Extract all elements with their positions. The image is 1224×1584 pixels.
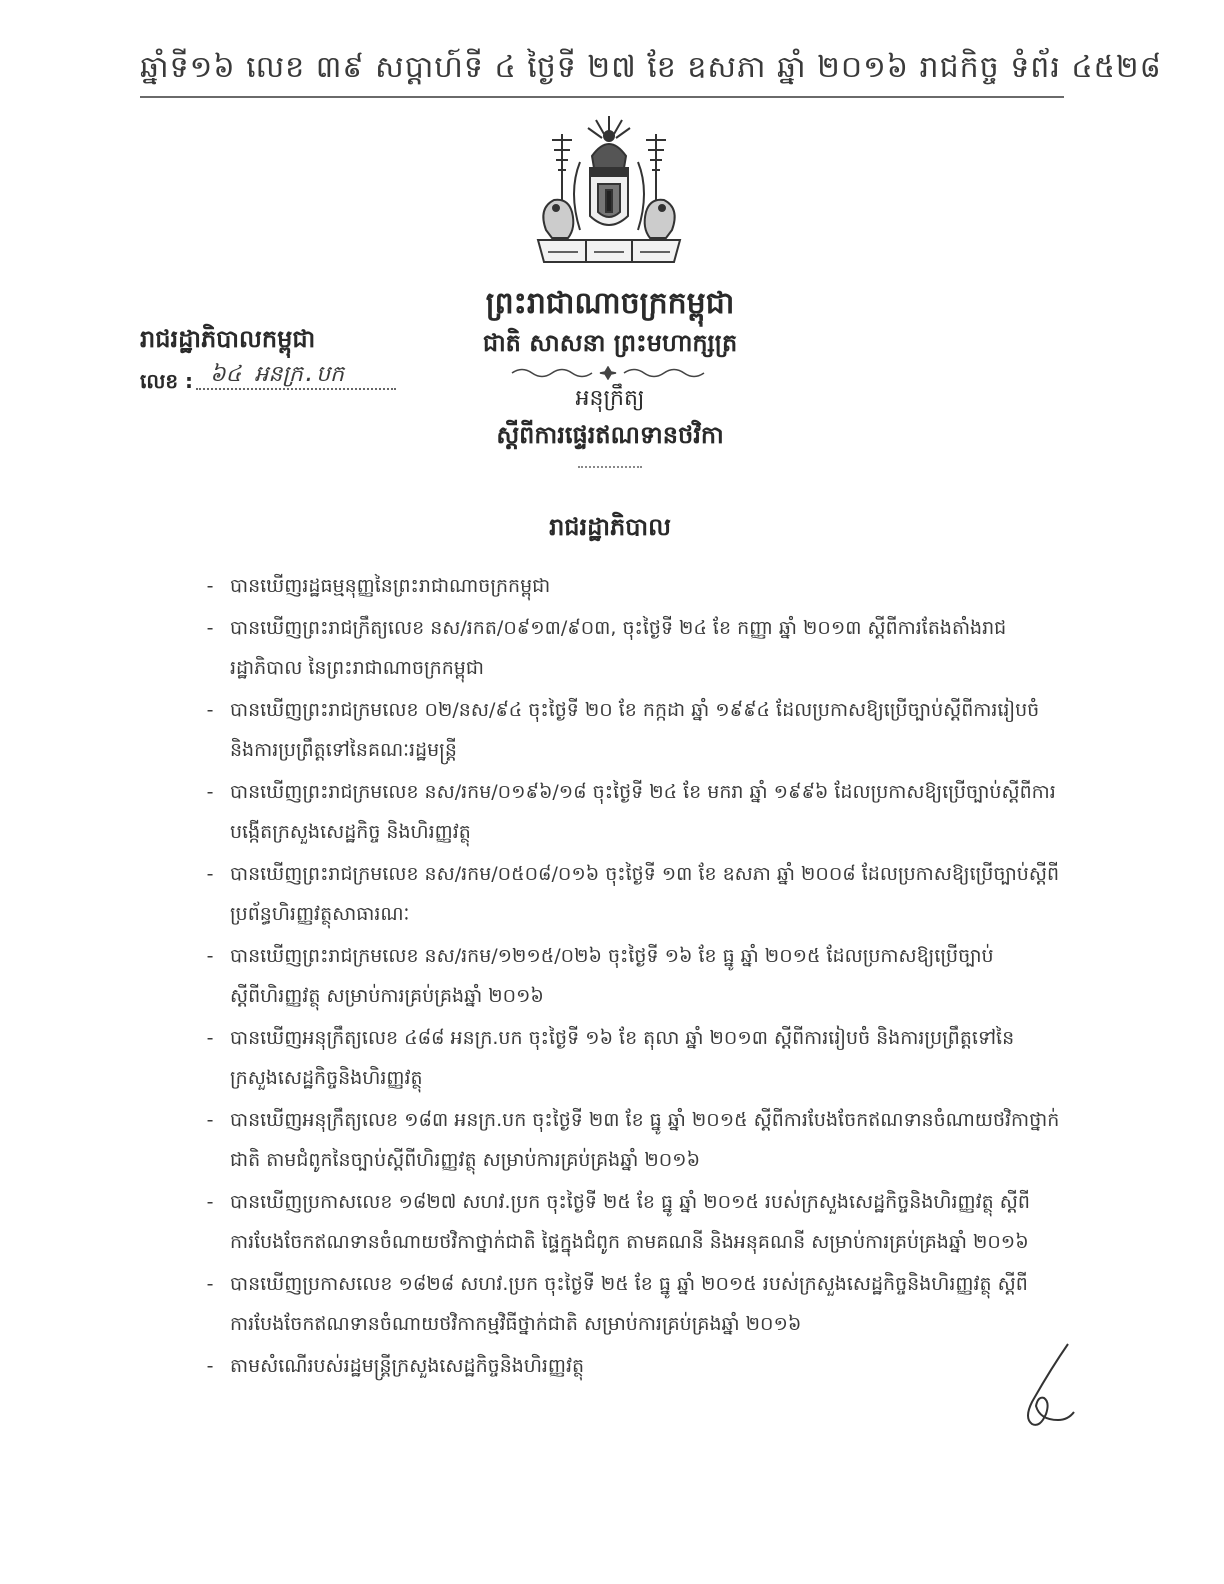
list-item: - តាមសំណើរបស់រដ្ឋមន្ត្រីក្រសួងសេដ្ឋកិច្ចនិងហិរញ្ញវត្ថុ [200,1346,1060,1386]
list-item: - បានឃើញអនុក្រឹត្យលេខ ១៨៣ អនក្រ.បក ចុះថ្ងៃទី ២៣ ខែ ធ្នូ ឆ្នាំ ២០១៥ ស្តីពីការបែងចែកឥណទានចំណាយថវិកាថ្នាក់ជាតិ តាមជំពូកនៃច្បាប់ស្តីពីហិរញ្ញវត្ថុ សម្រាប់ការគ្រប់គ្រងឆ្នាំ ២០១៦ [200,1100,1060,1180]
issuer-name: រាជរដ្ឋាភិបាលកម្ពុជា [140,325,316,353]
preamble-text: បានឃើញប្រកាសលេខ ១៨២៨ សហវ.ប្រក ចុះថ្ងៃទី ២៥ ខែ ធ្នូ ឆ្នាំ ២០១៥ របស់ក្រសួងសេដ្ឋកិច្ចនិងហិរញ្ញវត្ថុ ស្តីពីការបែងចែកឥណទានចំណាយថវិកាកម្មវិធីថ្នាក់ជាតិ សម្រាប់ការគ្រប់គ្រងឆ្នាំ ២០១៦ [230,1273,1028,1335]
list-item: - បានឃើញប្រកាសលេខ ១៨២៧ សហវ.ប្រក ចុះថ្ងៃទី ២៥ ខែ ធ្នូ ឆ្នាំ ២០១៥ របស់ក្រសួងសេដ្ឋកិច្ចនិងហិរញ្ញវត្ថុ ស្តីពីការបែងចែកឥណទានចំណាយថវិកាថ្នាក់ជាតិ ផ្ទៃក្នុងជំពូក តាមគណនី និងអនុគណនី សម្រាប់ការគ្រប់គ្រងឆ្នាំ ២០១៦ [200,1182,1060,1262]
preamble-text: បានឃើញព្រះរាជក្រមលេខ នស/រកម/០៥០៨/០១៦ ចុះថ្ងៃទី ១៣ ខែ ឧសភា ឆ្នាំ ២០០៨ ដែលប្រកាសឱ្យប្រើច្បាប់ស្តីពីប្រព័ន្ធហិរញ្ញវត្ថុសាធារណៈ [230,863,1060,925]
ornament-divider-icon [508,366,708,380]
list-item: - បានឃើញព្រះរាជក្រមលេខ នស/រកម/០៥០៨/០១៦ ចុះថ្ងៃទី ១៣ ខែ ឧសភា ឆ្នាំ ២០០៨ ដែលប្រកាសឱ្យប្រើច្បាប់ស្តីពីប្រព័ន្ធហិរញ្ញវត្ថុសាធារណៈ [200,854,1060,934]
document-subject: ស្តីពីការផ្ទេរឥណទានថវិកា [496,421,724,449]
preamble-text: បានឃើញព្រះរាជក្រមលេខ នស/រកម/០១៩៦/១៨ ចុះថ្ងៃទី ២៤ ខែ មករា ឆ្នាំ ១៩៩៦ ដែលប្រកាសឱ្យប្រើច្បាប់ស្តីពីការបង្កើតក្រសួងសេដ្ឋកិច្ច និងហិរញ្ញវត្ថុ [230,781,1056,843]
royal-coat-of-arms-icon [528,112,690,270]
section-heading: រាជរដ្ឋាភិបាល [549,513,671,541]
list-item: - បានឃើញព្រះរាជក្រមលេខ នស/រកម/០១៩៦/១៨ ចុះថ្ងៃទី ២៤ ខែ មករា ឆ្នាំ ១៩៩៦ ដែលប្រកាសឱ្យប្រើច្បាប់ស្តីពីការបង្កើតក្រសួងសេដ្ឋកិច្ច និងហិរញ្ញវត្ថុ [200,772,1060,852]
preamble-text: បានឃើញព្រះរាជក្រមលេខ នស/រកម/១២១៥/០២៦ ចុះថ្ងៃទី ១៦ ខែ ធ្នូ ឆ្នាំ ២០១៥ ដែលប្រកាសឱ្យប្រើច្បាប់ស្តីពីហិរញ្ញវត្ថុ សម្រាប់ការគ្រប់គ្រងឆ្នាំ ២០១៦ [230,945,994,1007]
subject-underline [578,466,642,468]
list-item: - បានឃើញប្រកាសលេខ ១៨២៨ សហវ.ប្រក ចុះថ្ងៃទី ២៥ ខែ ធ្នូ ឆ្នាំ ២០១៥ របស់ក្រសួងសេដ្ឋកិច្ចនិងហិរញ្ញវត្ថុ ស្តីពីការបែងចែកឥណទានចំណាយថវិកាកម្មវិធីថ្នាក់ជាតិ សម្រាប់ការគ្រប់គ្រងឆ្នាំ ២០១៦ [200,1264,1060,1344]
preamble-text: បានឃើញរដ្ឋធម្មនុញ្ញនៃព្រះរាជាណាចក្រកម្ពុជា [230,575,551,597]
preamble-text: បានឃើញប្រកាសលេខ ១៨២៧ សហវ.ប្រក ចុះថ្ងៃទី ២៥ ខែ ធ្នូ ឆ្នាំ ២០១៥ របស់ក្រសួងសេដ្ឋកិច្ចនិងហិរញ្ញវត្ថុ ស្តីពីការបែងចែកឥណទានចំណាយថវិកាថ្នាក់ជាតិ ផ្ទៃក្នុងជំពូក តាមគណនី និងអនុគណនី សម្រាប់ការគ្រប់គ្រងឆ្នាំ ២០១៦ [230,1191,1030,1253]
header-rule [140,96,1064,98]
preamble-list [200,566,1060,1388]
list-item: - បានឃើញព្រះរាជក្រមលេខ នស/រកម/១២១៥/០២៦ ចុះថ្ងៃទី ១៦ ខែ ធ្នូ ឆ្នាំ ២០១៥ ដែលប្រកាសឱ្យប្រើច្បាប់ស្តីពីហិរញ្ញវត្ថុ សម្រាប់ការគ្រប់គ្រងឆ្នាំ ២០១៦ [200,936,1060,1016]
list-item: - បានឃើញអនុក្រឹត្យលេខ ៤៨៨ អនក្រ.បក ចុះថ្ងៃទី ១៦ ខែ តុលា ឆ្នាំ ២០១៣ ស្តីពីការរៀបចំ និងការប្រព្រឹត្តទៅនៃក្រសួងសេដ្ឋកិច្ចនិងហិរញ្ញវត្ថុ [200,1018,1060,1098]
list-item: - បានឃើញព្រះរាជក្រមលេខ ០២/នស/៩៤ ចុះថ្ងៃទី ២០ ខែ កក្កដា ឆ្នាំ ១៩៩៤ ដែលប្រកាសឱ្យប្រើច្បាប់ស្តីពីការរៀបចំ និងការប្រព្រឹត្តទៅនៃគណៈរដ្ឋមន្ត្រី [200,690,1060,770]
preamble-text: បានឃើញអនុក្រឹត្យលេខ ១៨៣ អនក្រ.បក ចុះថ្ងៃទី ២៣ ខែ ធ្នូ ឆ្នាំ ២០១៥ ស្តីពីការបែងចែកឥណទានចំណាយថវិកាថ្នាក់ជាតិ តាមជំពូកនៃច្បាប់ស្តីពីហិរញ្ញវត្ថុ សម្រាប់ការគ្រប់គ្រងឆ្នាំ ២០១៦ [230,1109,1060,1171]
preamble-text: តាមសំណើរបស់រដ្ឋមន្ត្រីក្រសួងសេដ្ឋកិច្ចនិងហិរញ្ញវត្ថុ [230,1355,585,1377]
list-item: - បានឃើញរដ្ឋធម្មនុញ្ញនៃព្រះរាជាណាចក្រកម្ពុជា [200,566,1060,606]
preamble-text: បានឃើញអនុក្រឹត្យលេខ ៤៨៨ អនក្រ.បក ចុះថ្ងៃទី ១៦ ខែ តុលា ឆ្នាំ ២០១៣ ស្តីពីការរៀបចំ និងការប្រព្រឹត្តទៅនៃក្រសួងសេដ្ឋកិច្ចនិងហិរញ្ញវត្ថុ [230,1027,1015,1089]
document-type: អនុក្រឹត្យ [575,386,645,411]
gazette-header: ឆ្នាំទី១៦ លេខ ៣៩ សប្តាហ៍ទី ៤ ថ្ងៃទី ២៧ ខែ ឧសភា ឆ្នាំ ២០១៦ រាជកិច្ច ទំព័រ ៤៥២៨ [140,50,1162,85]
list-item: - បានឃើញព្រះរាជក្រឹត្យលេខ នស/រកត/០៩១៣/៩០៣, ចុះថ្ងៃទី ២៤ ខែ កញ្ញា ឆ្នាំ ២០១៣ ស្តីពីការតែងតាំងរាជរដ្ឋាភិបាល នៃព្រះរាជាណាចក្រកម្ពុជា [200,608,1060,688]
kingdom-title: ព្រះរាជាណាចក្រកម្ពុជា [485,286,735,321]
reference-label: លេខ : [140,369,194,393]
initial-signature-icon [1010,1340,1080,1430]
reference-number: ៦៤ អនក្រ.បក [210,362,345,387]
preamble-text: បានឃើញព្រះរាជក្រឹត្យលេខ នស/រកត/០៩១៣/៩០៣, ចុះថ្ងៃទី ២៤ ខែ កញ្ញា ឆ្នាំ ២០១៣ ស្តីពីការតែងតាំងរាជរដ្ឋាភិបាល នៃព្រះរាជាណាចក្រកម្ពុជា [230,617,1007,679]
national-motto: ជាតិ សាសនា ព្រះមហាក្សត្រ [482,329,738,357]
preamble-text: បានឃើញព្រះរាជក្រមលេខ ០២/នស/៩៤ ចុះថ្ងៃទី ២០ ខែ កក្កដា ឆ្នាំ ១៩៩៤ ដែលប្រកាសឱ្យប្រើច្បាប់ស្តីពីការរៀបចំ និងការប្រព្រឹត្តទៅនៃគណៈរដ្ឋមន្ត្រី [230,699,1040,761]
